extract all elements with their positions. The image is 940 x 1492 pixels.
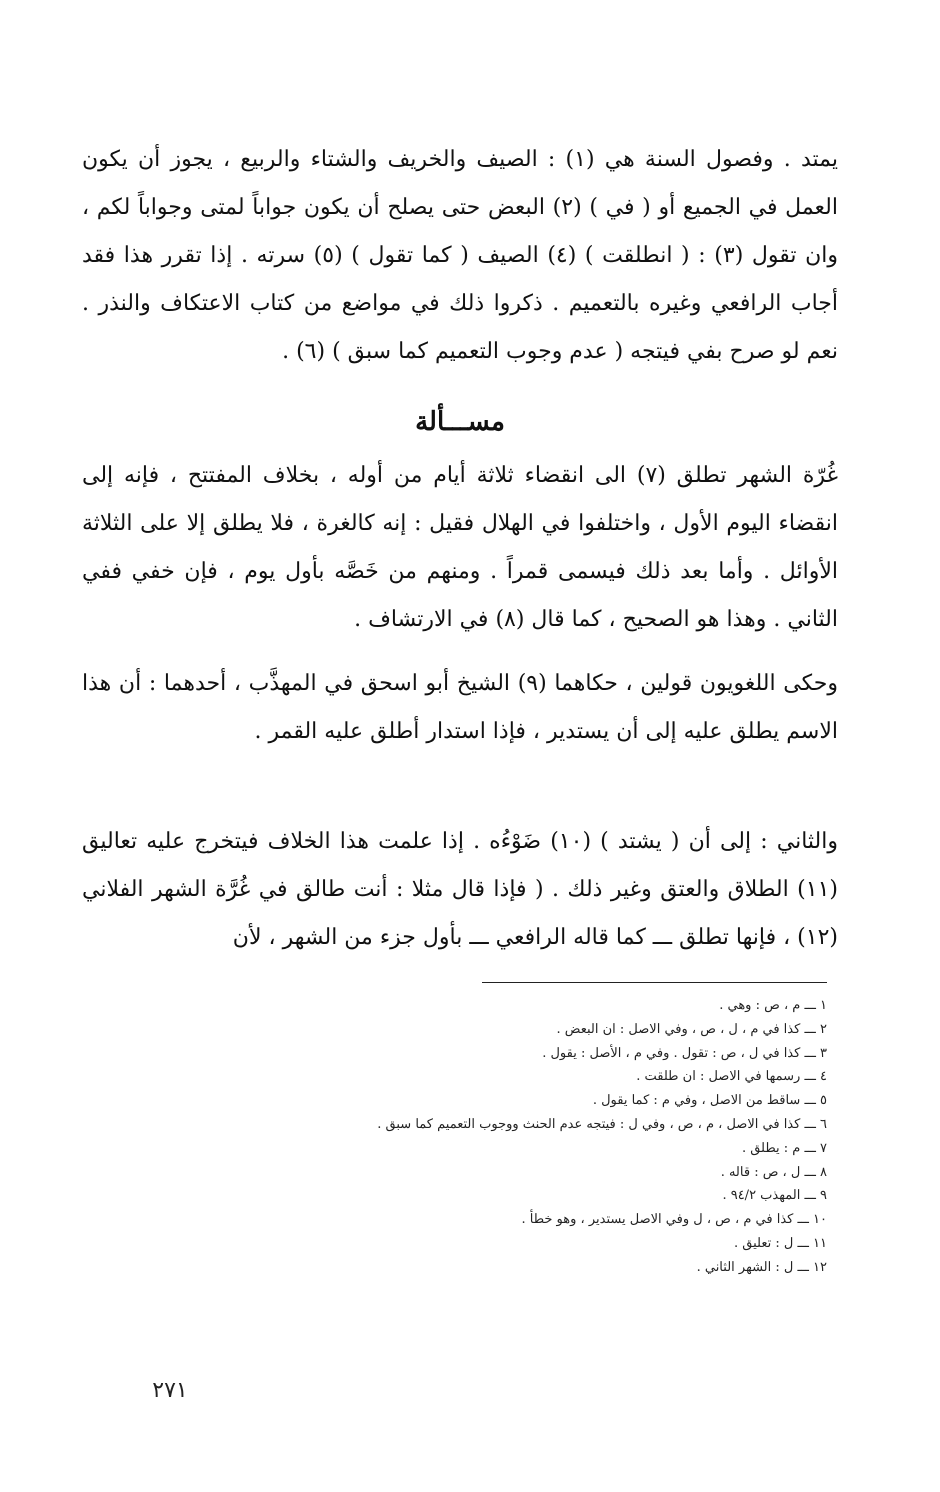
footnote: ٢ ـــ كذا في م ، ل ، ص ، وفي الاصل : ان البعض . — [556, 1021, 827, 1037]
paragraph-text: وحكى اللغويون قولين ، حكاهما (٩) الشيخ أبو اسحق في المهذَّب ، أحدهما : أن هذا الاسم يطلق عليه إلى أن يستدير ، فإذا استدار أطلق عليه القمر . — [82, 671, 838, 744]
paragraph-text: يمتد . وفصول السنة هي (١) : الصيف والخريف والشتاء والربيع ، يجوز أن يكون العمل في الجميع أو ( في ) (٢) البعض حتى يصلح أن يكون جواباً لمتى وجواباً لكم ، وان تقول (٣) : ( انطلقت ) (٤) الصيف ( كما تقول ) (٥) سرته . إذا تقرر هذا فقد أجاب الرافعي وغيره بالتعميم . ذكروا ذلك في مواضع من كتاب الاعتكاف والنذر . نعم لو صرح بفي فيتجه ( عدم وجوب التعميم كما سبق ) (٦) . — [82, 147, 838, 364]
footnote: ٤ ـــ رسمها في الاصل : ان طلقت . — [636, 1069, 827, 1085]
footnote: ١١ ـــ ل : تعليق . — [734, 1235, 827, 1251]
footnote: ٣ ـــ كذا في ل ، ص : تقول . وفي م ، الأصل : يقول . — [542, 1045, 827, 1061]
body-paragraph-3 — [82, 660, 838, 756]
body-paragraph-4 — [82, 818, 838, 962]
section-heading: مســـألة — [415, 407, 505, 437]
footnote: ١ ـــ م ، ص : وهي . — [719, 998, 827, 1013]
footnote: ٥ ـــ ساقط من الاصل ، وفي م : كما يقول . — [592, 1093, 827, 1109]
paragraph-text: غُرّة الشهر تطلق (٧) الى انقضاء ثلاثة أيام من أوله ، بخلاف المفتتح ، فإنه إلى انقضاء اليوم الأول ، واختلفوا في الهلال فقيل : إنه كالغرة ، فلا يطلق إلا على الثلاثة الأوائل . وأما بعد ذلك فيسمى قمراً . ومنهم من خَصَّه بأول يوم ، فإن خفي ففي الثاني . وهذا هو الصحيح ، كما قال (٨) في الارتشاف . — [82, 463, 838, 632]
footnote: ٧ ـــ م : يطلق . — [741, 1140, 827, 1156]
paragraph-text: والثاني : إلى أن ( يشتد ) (١٠) ضَوْءُه . إذا علمت هذا الخلاف فيتخرج عليه تعاليق (١١) الطلاق والعتق وغير ذلك . ( فإذا قال مثلا : أنت طالق في غُرَّة الشهر الفلاني (١٢) ، فإنها تطلق ـــ كما قاله الرافعي ـــ بأول جزء من الشهر ، لأن — [82, 829, 838, 950]
footnote: ١٢ ـــ ل : الشهر الثاني . — [696, 1259, 827, 1275]
page-number: ٢٧١ — [152, 1378, 188, 1403]
footnote: ٦ ـــ كذا في الاصل ، م ، ص ، وفي ل : فيتجه عدم الحنث ووجوب التعميم كما سبق . — [377, 1116, 827, 1132]
footnote: ١٠ ـــ كذا في م ، ص ، ل وفي الاصل يستدير ، وهو خطأ . — [521, 1212, 827, 1228]
body-paragraph-1 — [82, 136, 838, 376]
footnote: ٩ ـــ المهذب ٩٤/٢ . — [722, 1188, 827, 1204]
footnotes-list — [200, 994, 827, 1280]
footnote-separator — [482, 982, 827, 983]
body-paragraph-2 — [82, 452, 838, 644]
footnote: ٨ ـــ ل ، ص : قاله . — [720, 1164, 827, 1180]
